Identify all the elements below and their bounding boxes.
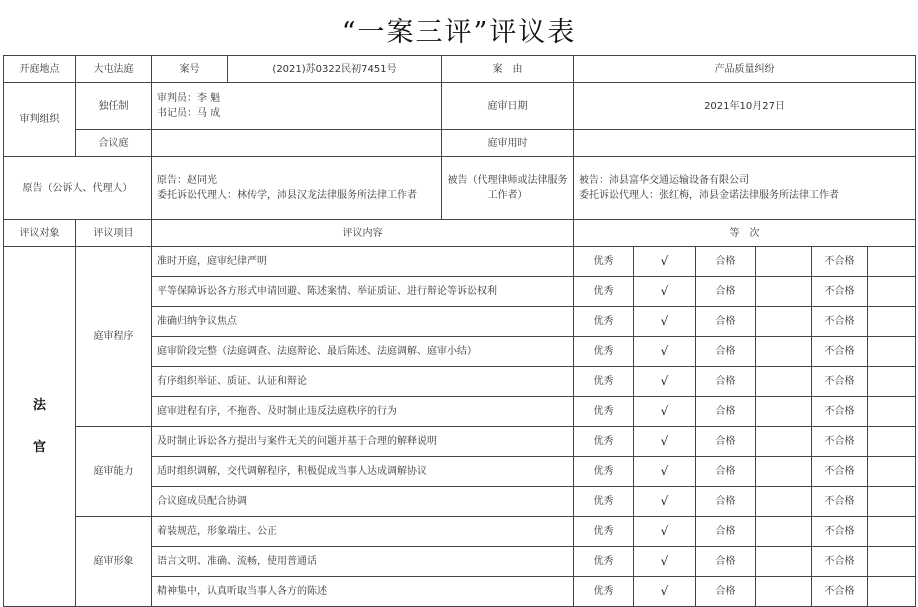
- criterion-text: 合议庭成员配合协调: [152, 487, 574, 517]
- criterion-text: 准时开庭，庭审纪律严明: [152, 247, 574, 277]
- grade-pass-label: 合格: [696, 367, 756, 397]
- grade-pass-check: [756, 277, 812, 307]
- grade-excellent-label: 优秀: [574, 427, 634, 457]
- defendant-info: [574, 157, 916, 220]
- grade-fail-label: 不合格: [812, 247, 868, 277]
- grade-fail-label: 不合格: [812, 307, 868, 337]
- column-object: 评议对象: [4, 220, 76, 247]
- criterion-text: 庭审阶段完整（法庭调查、法庭辩论、最后陈述、法庭调解、庭审小结）: [152, 337, 574, 367]
- grade-excellent-check: √: [634, 337, 696, 367]
- criterion-text: 及时制止诉讼各方提出与案件无关的问题并基于合理的解释说明: [152, 427, 574, 457]
- panel-value: [152, 130, 442, 157]
- grade-excellent-check: √: [634, 487, 696, 517]
- cause-label: 案 由: [442, 56, 574, 83]
- header-row-venue: [4, 56, 916, 83]
- grade-excellent-label: 优秀: [574, 547, 634, 577]
- plaintiff-label: 原告（公诉人、代理人）: [4, 157, 152, 220]
- grade-excellent-check: √: [634, 427, 696, 457]
- group-label: 庭审程序: [76, 247, 152, 427]
- grade-pass-check: [756, 457, 812, 487]
- grade-excellent-label: 优秀: [574, 397, 634, 427]
- criterion-text: 庭审进程有序，不拖沓、及时制止违反法庭秩序的行为: [152, 397, 574, 427]
- grade-fail-label: 不合格: [812, 367, 868, 397]
- grade-excellent-label: 优秀: [574, 487, 634, 517]
- grade-excellent-label: 优秀: [574, 337, 634, 367]
- grade-pass-check: [756, 547, 812, 577]
- grade-fail-check: [868, 457, 916, 487]
- evaluation-rows: [4, 247, 916, 607]
- grade-excellent-check: √: [634, 367, 696, 397]
- criterion-text: 着装规范，形象端庄、公正: [152, 517, 574, 547]
- grade-fail-label: 不合格: [812, 487, 868, 517]
- column-grade: 等 次: [574, 220, 916, 247]
- grade-pass-check: [756, 577, 812, 607]
- column-item: 评议项目: [76, 220, 152, 247]
- cause-value: 产品质量纠纷: [574, 56, 916, 83]
- grade-fail-check: [868, 517, 916, 547]
- evaluation-table: [3, 55, 916, 607]
- plaintiff-agent-line: 委托诉讼代理人：林传学，沛县汉龙法律服务所法律工作者: [157, 190, 417, 201]
- criterion-text: 准确归纳争议焦点: [152, 307, 574, 337]
- header-row-sole-judge: [4, 83, 916, 130]
- clerk-line: 书记员：马 成: [157, 108, 221, 119]
- grade-excellent-label: 优秀: [574, 577, 634, 607]
- criterion-text: 语言文明、准确、流畅，使用普通话: [152, 547, 574, 577]
- trial-date-label: 庭审日期: [442, 83, 574, 130]
- grade-pass-check: [756, 337, 812, 367]
- criteria-row: [4, 517, 916, 547]
- trial-date-value: 2021年10月27日: [574, 83, 916, 130]
- grade-pass-label: 合格: [696, 517, 756, 547]
- judge-clerk-cell: [152, 83, 442, 130]
- venue-value: 大屯法庭: [76, 56, 152, 83]
- case-no-value: (2021)苏0322民初7451号: [228, 56, 442, 83]
- grade-fail-label: 不合格: [812, 277, 868, 307]
- grade-fail-label: 不合格: [812, 577, 868, 607]
- grade-pass-label: 合格: [696, 577, 756, 607]
- panel-label: 合议庭: [76, 130, 152, 157]
- evaluated-object: [4, 247, 76, 607]
- evaluated-object-char: 法: [32, 397, 46, 413]
- grade-excellent-check: √: [634, 277, 696, 307]
- grade-fail-label: 不合格: [812, 397, 868, 427]
- grade-fail-check: [868, 577, 916, 607]
- plaintiff-info: [152, 157, 442, 220]
- column-header-row: [4, 220, 916, 247]
- defendant-line: 被告：沛县富华交通运输设备有限公司: [579, 175, 749, 186]
- grade-excellent-check: √: [634, 577, 696, 607]
- grade-pass-label: 合格: [696, 457, 756, 487]
- trial-org-label: 审判组织: [4, 83, 76, 157]
- grade-fail-label: 不合格: [812, 457, 868, 487]
- venue-label: 开庭地点: [4, 56, 76, 83]
- grade-pass-label: 合格: [696, 487, 756, 517]
- plaintiff-line: 原告：赵同光: [157, 175, 217, 186]
- grade-pass-label: 合格: [696, 277, 756, 307]
- grade-pass-label: 合格: [696, 247, 756, 277]
- grade-fail-check: [868, 487, 916, 517]
- grade-fail-check: [868, 397, 916, 427]
- grade-pass-check: [756, 427, 812, 457]
- column-content: 评议内容: [152, 220, 574, 247]
- grade-fail-label: 不合格: [812, 547, 868, 577]
- criterion-text: 有序组织举证、质证、认证和辩论: [152, 367, 574, 397]
- grade-fail-check: [868, 367, 916, 397]
- grade-fail-check: [868, 277, 916, 307]
- grade-excellent-label: 优秀: [574, 457, 634, 487]
- grade-fail-check: [868, 547, 916, 577]
- criterion-text: 平等保障诉讼各方形式申请回避、陈述案情、举证质证、进行辩论等诉讼权利: [152, 277, 574, 307]
- duration-label: 庭审用时: [442, 130, 574, 157]
- grade-excellent-check: √: [634, 517, 696, 547]
- form-title: “一案三评”评议表: [341, 17, 577, 48]
- grade-excellent-label: 优秀: [574, 247, 634, 277]
- grade-excellent-check: √: [634, 307, 696, 337]
- judge-line: 审判员：李 魁: [157, 93, 221, 104]
- evaluated-object-char: 官: [32, 439, 46, 455]
- grade-fail-label: 不合格: [812, 427, 868, 457]
- grade-pass-check: [756, 397, 812, 427]
- grade-excellent-check: √: [634, 457, 696, 487]
- defendant-label: 被告（代理律师或法律服务工作者）: [442, 157, 574, 220]
- group-label: 庭审形象: [76, 517, 152, 607]
- grade-excellent-check: √: [634, 247, 696, 277]
- grade-excellent-check: √: [634, 397, 696, 427]
- defendant-agent-line: 委托诉讼代理人：张红梅，沛县金诺法律服务所法律工作者: [579, 190, 839, 201]
- grade-excellent-label: 优秀: [574, 307, 634, 337]
- criteria-row: [4, 427, 916, 457]
- grade-pass-check: [756, 367, 812, 397]
- grade-pass-label: 合格: [696, 397, 756, 427]
- grade-excellent-check: √: [634, 547, 696, 577]
- grade-pass-check: [756, 517, 812, 547]
- grade-pass-label: 合格: [696, 307, 756, 337]
- criteria-row: [4, 247, 916, 277]
- grade-fail-label: 不合格: [812, 517, 868, 547]
- case-no-label: 案号: [152, 56, 228, 83]
- grade-fail-check: [868, 307, 916, 337]
- grade-fail-label: 不合格: [812, 337, 868, 367]
- duration-value: [574, 130, 916, 157]
- grade-fail-check: [868, 247, 916, 277]
- header-row-panel: [4, 130, 916, 157]
- grade-excellent-label: 优秀: [574, 277, 634, 307]
- sole-judge-label: 独任制: [76, 83, 152, 130]
- criterion-text: 精神集中，认真听取当事人各方的陈述: [152, 577, 574, 607]
- group-label: 庭审能力: [76, 427, 152, 517]
- grade-pass-label: 合格: [696, 547, 756, 577]
- grade-pass-check: [756, 247, 812, 277]
- grade-pass-check: [756, 487, 812, 517]
- grade-pass-check: [756, 307, 812, 337]
- grade-excellent-label: 优秀: [574, 517, 634, 547]
- grade-pass-label: 合格: [696, 427, 756, 457]
- grade-excellent-label: 优秀: [574, 367, 634, 397]
- grade-pass-label: 合格: [696, 337, 756, 367]
- header-row-parties: [4, 157, 916, 220]
- grade-fail-check: [868, 427, 916, 457]
- criterion-text: 适时组织调解，交代调解程序，积极促成当事人达成调解协议: [152, 457, 574, 487]
- grade-fail-check: [868, 337, 916, 367]
